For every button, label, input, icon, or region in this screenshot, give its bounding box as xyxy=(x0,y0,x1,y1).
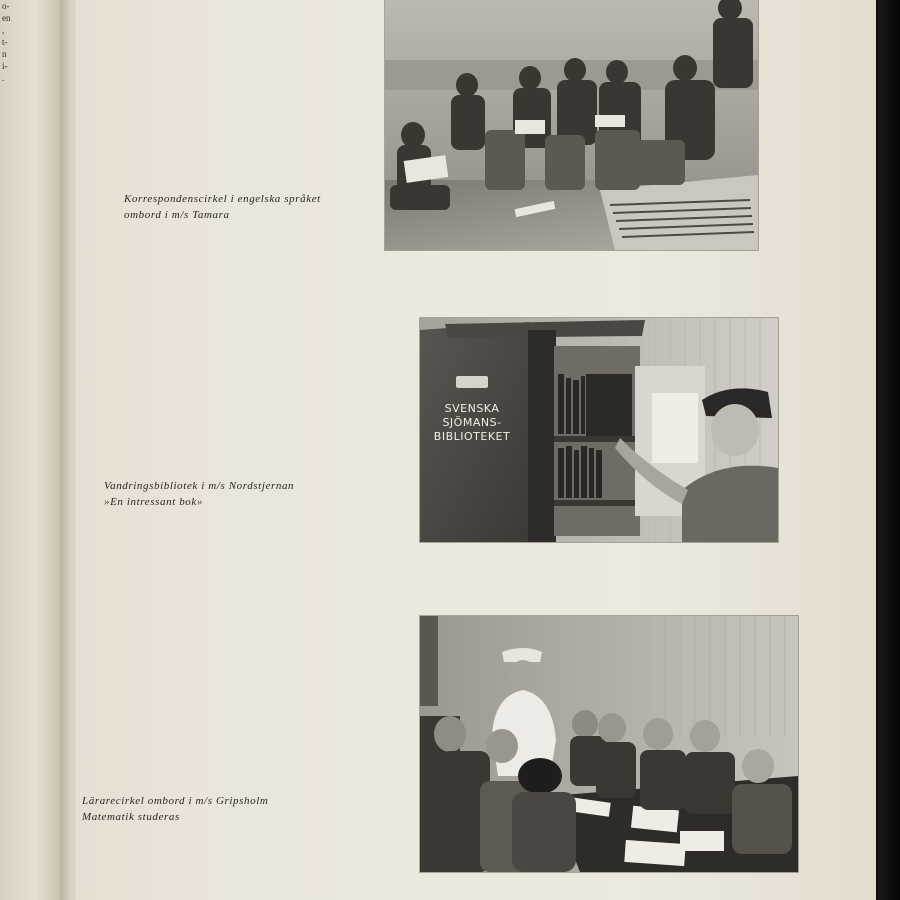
left-page-edge-text: o- en , t- n i- . xyxy=(2,1,11,83)
sign-line: SVENSKA xyxy=(444,402,500,415)
photo-math-class xyxy=(420,616,798,872)
caption-teacher-circle xyxy=(82,793,268,825)
left-page xyxy=(0,0,60,900)
sign-line: SJÖMANS- xyxy=(442,416,502,429)
photo-teacher-circle xyxy=(420,616,798,872)
caption-line: ombord i m/s Tamara xyxy=(124,209,230,221)
photo-correspondence-circle xyxy=(385,0,758,250)
background-edge xyxy=(878,0,900,900)
caption-correspondence-circle xyxy=(124,191,321,223)
caption-line: Vandringsbibliotek i m/s Nordstjernan xyxy=(104,480,295,492)
caption-line: »En intressant bok» xyxy=(104,496,203,508)
sign-line: BIBLIOTEKET xyxy=(433,430,511,443)
caption-traveling-library xyxy=(104,478,294,510)
photo-sailors-studying-on-deck xyxy=(385,0,758,250)
caption-line: Lärarecirkel ombord i m/s Gripsholm xyxy=(82,795,269,807)
photo-book-cabinet xyxy=(420,318,778,542)
caption-line: Matematik studeras xyxy=(82,811,180,823)
caption-line: Korrespondenscirkel i engelska språket xyxy=(124,193,321,205)
photo-traveling-library xyxy=(420,318,778,542)
